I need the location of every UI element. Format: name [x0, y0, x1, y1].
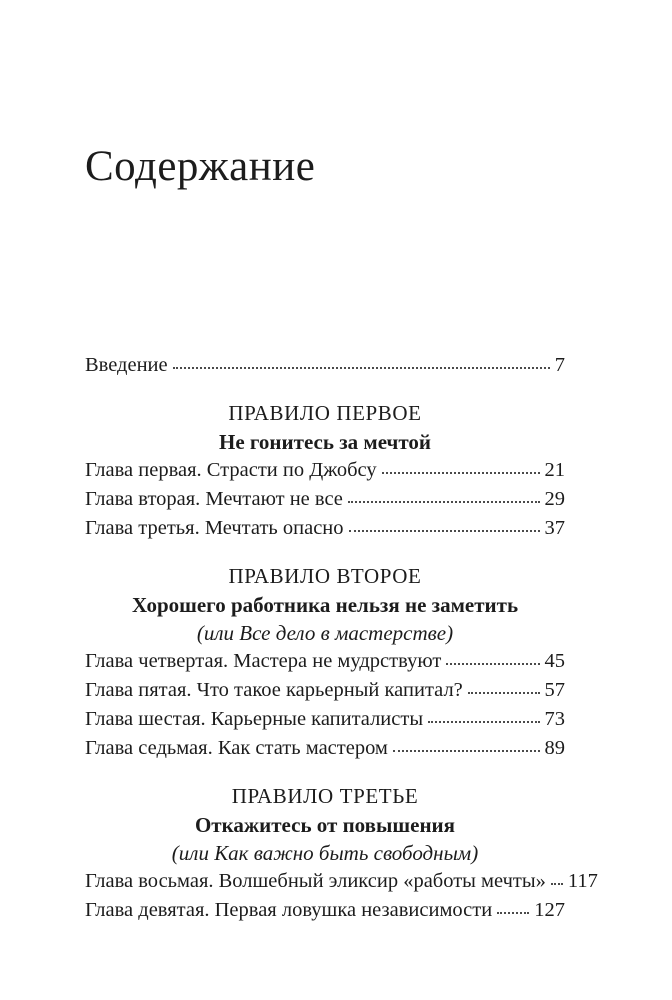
dot-leader: [468, 692, 540, 694]
section-subtitle: Не гонитесь за мечтой: [219, 430, 431, 455]
toc-entry-label: Глава восьмая. Волшебный эликсир «работы мечты»: [85, 870, 546, 893]
toc-entry-page-number: 117: [567, 870, 598, 893]
dot-leader: [173, 367, 550, 369]
toc-section: [85, 399, 565, 543]
toc-entry-page-number: 127: [534, 899, 565, 922]
section-chapter-list: [85, 867, 598, 925]
toc-entry-label: Глава седьмая. Как стать мастером: [85, 737, 388, 760]
dot-leader: [446, 663, 539, 665]
toc-entry-chapter[interactable]: [85, 456, 565, 485]
dot-leader: [551, 883, 563, 885]
toc-entry-page-number: 73: [544, 708, 565, 731]
toc-sections: [85, 399, 598, 925]
toc-entry-chapter[interactable]: [85, 734, 565, 763]
section-rule-heading: ПРАВИЛО ВТОРОЕ: [228, 564, 422, 589]
toc-entry-chapter[interactable]: [85, 485, 565, 514]
section-subtitle: Откажитесь от повышения: [194, 813, 456, 838]
dot-leader: [349, 530, 540, 532]
toc-entry-page-number: 21: [544, 459, 565, 482]
section-chapter-list: [85, 647, 565, 763]
toc-entry-label: Глава шестая. Карьерные капиталисты: [85, 708, 424, 731]
toc-entry-introduction[interactable]: [85, 351, 565, 380]
dot-leader: [348, 501, 540, 503]
toc-entry-label: Глава девятая. Первая ловушка независимости: [85, 899, 493, 922]
dot-leader: [497, 912, 529, 914]
toc-entry-chapter[interactable]: [85, 705, 565, 734]
section-rule-heading: ПРАВИЛО ПЕРВОЕ: [228, 401, 422, 426]
toc-entry-label: Глава первая. Страсти по Джобсу: [85, 459, 377, 482]
toc-entry-page-number: 37: [544, 517, 565, 540]
dot-leader: [382, 472, 540, 474]
toc-entry-page-number: 89: [544, 737, 565, 760]
section-chapter-list: [85, 456, 565, 543]
toc-section: [85, 562, 565, 763]
table-of-contents: [85, 351, 598, 925]
toc-section: [85, 782, 598, 925]
toc-entry-page-number: 29: [544, 488, 565, 511]
dot-leader: [428, 721, 539, 723]
toc-entry-page-number: 57: [544, 679, 565, 702]
toc-entry-chapter[interactable]: [85, 514, 565, 543]
toc-entry-label: Глава третья. Мечтать опасно: [85, 517, 344, 540]
section-rule-heading: ПРАВИЛО ТРЕТЬЕ: [231, 784, 419, 809]
section-note: (или Как важно быть свободным): [171, 841, 479, 866]
toc-entry-page-number: 45: [544, 650, 565, 673]
page-title: Содержание: [85, 143, 316, 190]
toc-entry-label: Глава вторая. Мечтают не все: [85, 488, 343, 511]
dot-leader: [393, 750, 540, 752]
toc-entry-chapter[interactable]: [85, 676, 565, 705]
toc-entry-chapter[interactable]: [85, 896, 565, 925]
toc-entry-label: Введение: [85, 354, 168, 377]
toc-entry-page-number: 7: [554, 354, 565, 377]
toc-entry-chapter[interactable]: [85, 647, 565, 676]
toc-entry-label: Глава пятая. Что такое карьерный капитал?: [85, 679, 463, 702]
section-subtitle: Хорошего работника нельзя не заметить: [131, 593, 519, 618]
section-note: (или Все дело в мастерстве): [196, 621, 454, 646]
toc-entry-chapter[interactable]: [85, 867, 598, 896]
toc-entry-label: Глава четвертая. Мастера не мудрствуют: [85, 650, 442, 673]
